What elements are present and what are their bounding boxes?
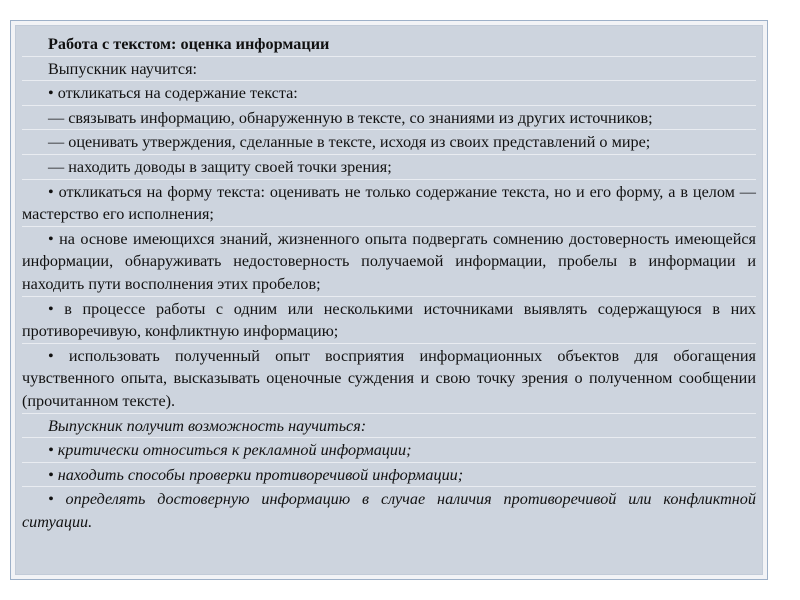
opportunity-item: • находить способы проверки противоречивой информации; — [22, 463, 756, 488]
learn-item: • откликаться на форму текста: оценивать не только содержание текста, но и его форму, а в целом — мастерство его исполнения; — [22, 180, 756, 227]
content-panel — [15, 25, 763, 575]
learn-item: — находить доводы в защиту своей точки зрения; — [22, 155, 756, 180]
learn-heading: Выпускник научится: — [22, 57, 756, 82]
slide-title: Работа с текстом: оценка информации — [22, 32, 756, 57]
opportunity-item: • критически относиться к рекламной информации; — [22, 438, 756, 463]
learn-item: — оценивать утверждения, сделанные в тексте, исходя из своих представлений о мире; — [22, 130, 756, 155]
learn-item: • на основе имеющихся знаний, жизненного опыта подвергать сомнению достоверность имеющейся информации, обнаруживать недостоверность получаемой информации, пробелы в информации и находить пути восполнения этих пробелов; — [22, 227, 756, 297]
opportunity-item: • определять достоверную информацию в случае наличия противоречивой или конфликтной ситуации. — [22, 490, 756, 531]
learn-item: • в процессе работы с одним или несколькими источниками выявлять содержащуюся в них противоречивую, конфликтную информацию; — [22, 297, 756, 344]
slide-frame — [10, 20, 768, 580]
content-text — [22, 32, 756, 568]
opportunity-heading: Выпускник получит возможность научиться: — [22, 414, 756, 439]
learn-item: — связывать информацию, обнаруженную в тексте, со знаниями из других источников; — [22, 106, 756, 131]
learn-item: • откликаться на содержание текста: — [22, 81, 756, 106]
learn-item: • использовать полученный опыт восприятия информационных объектов для обогащения чувственного опыта, высказывать оценочные суждения и свою точку зрения о полученном сообщении (прочитанном тексте). — [22, 344, 756, 414]
